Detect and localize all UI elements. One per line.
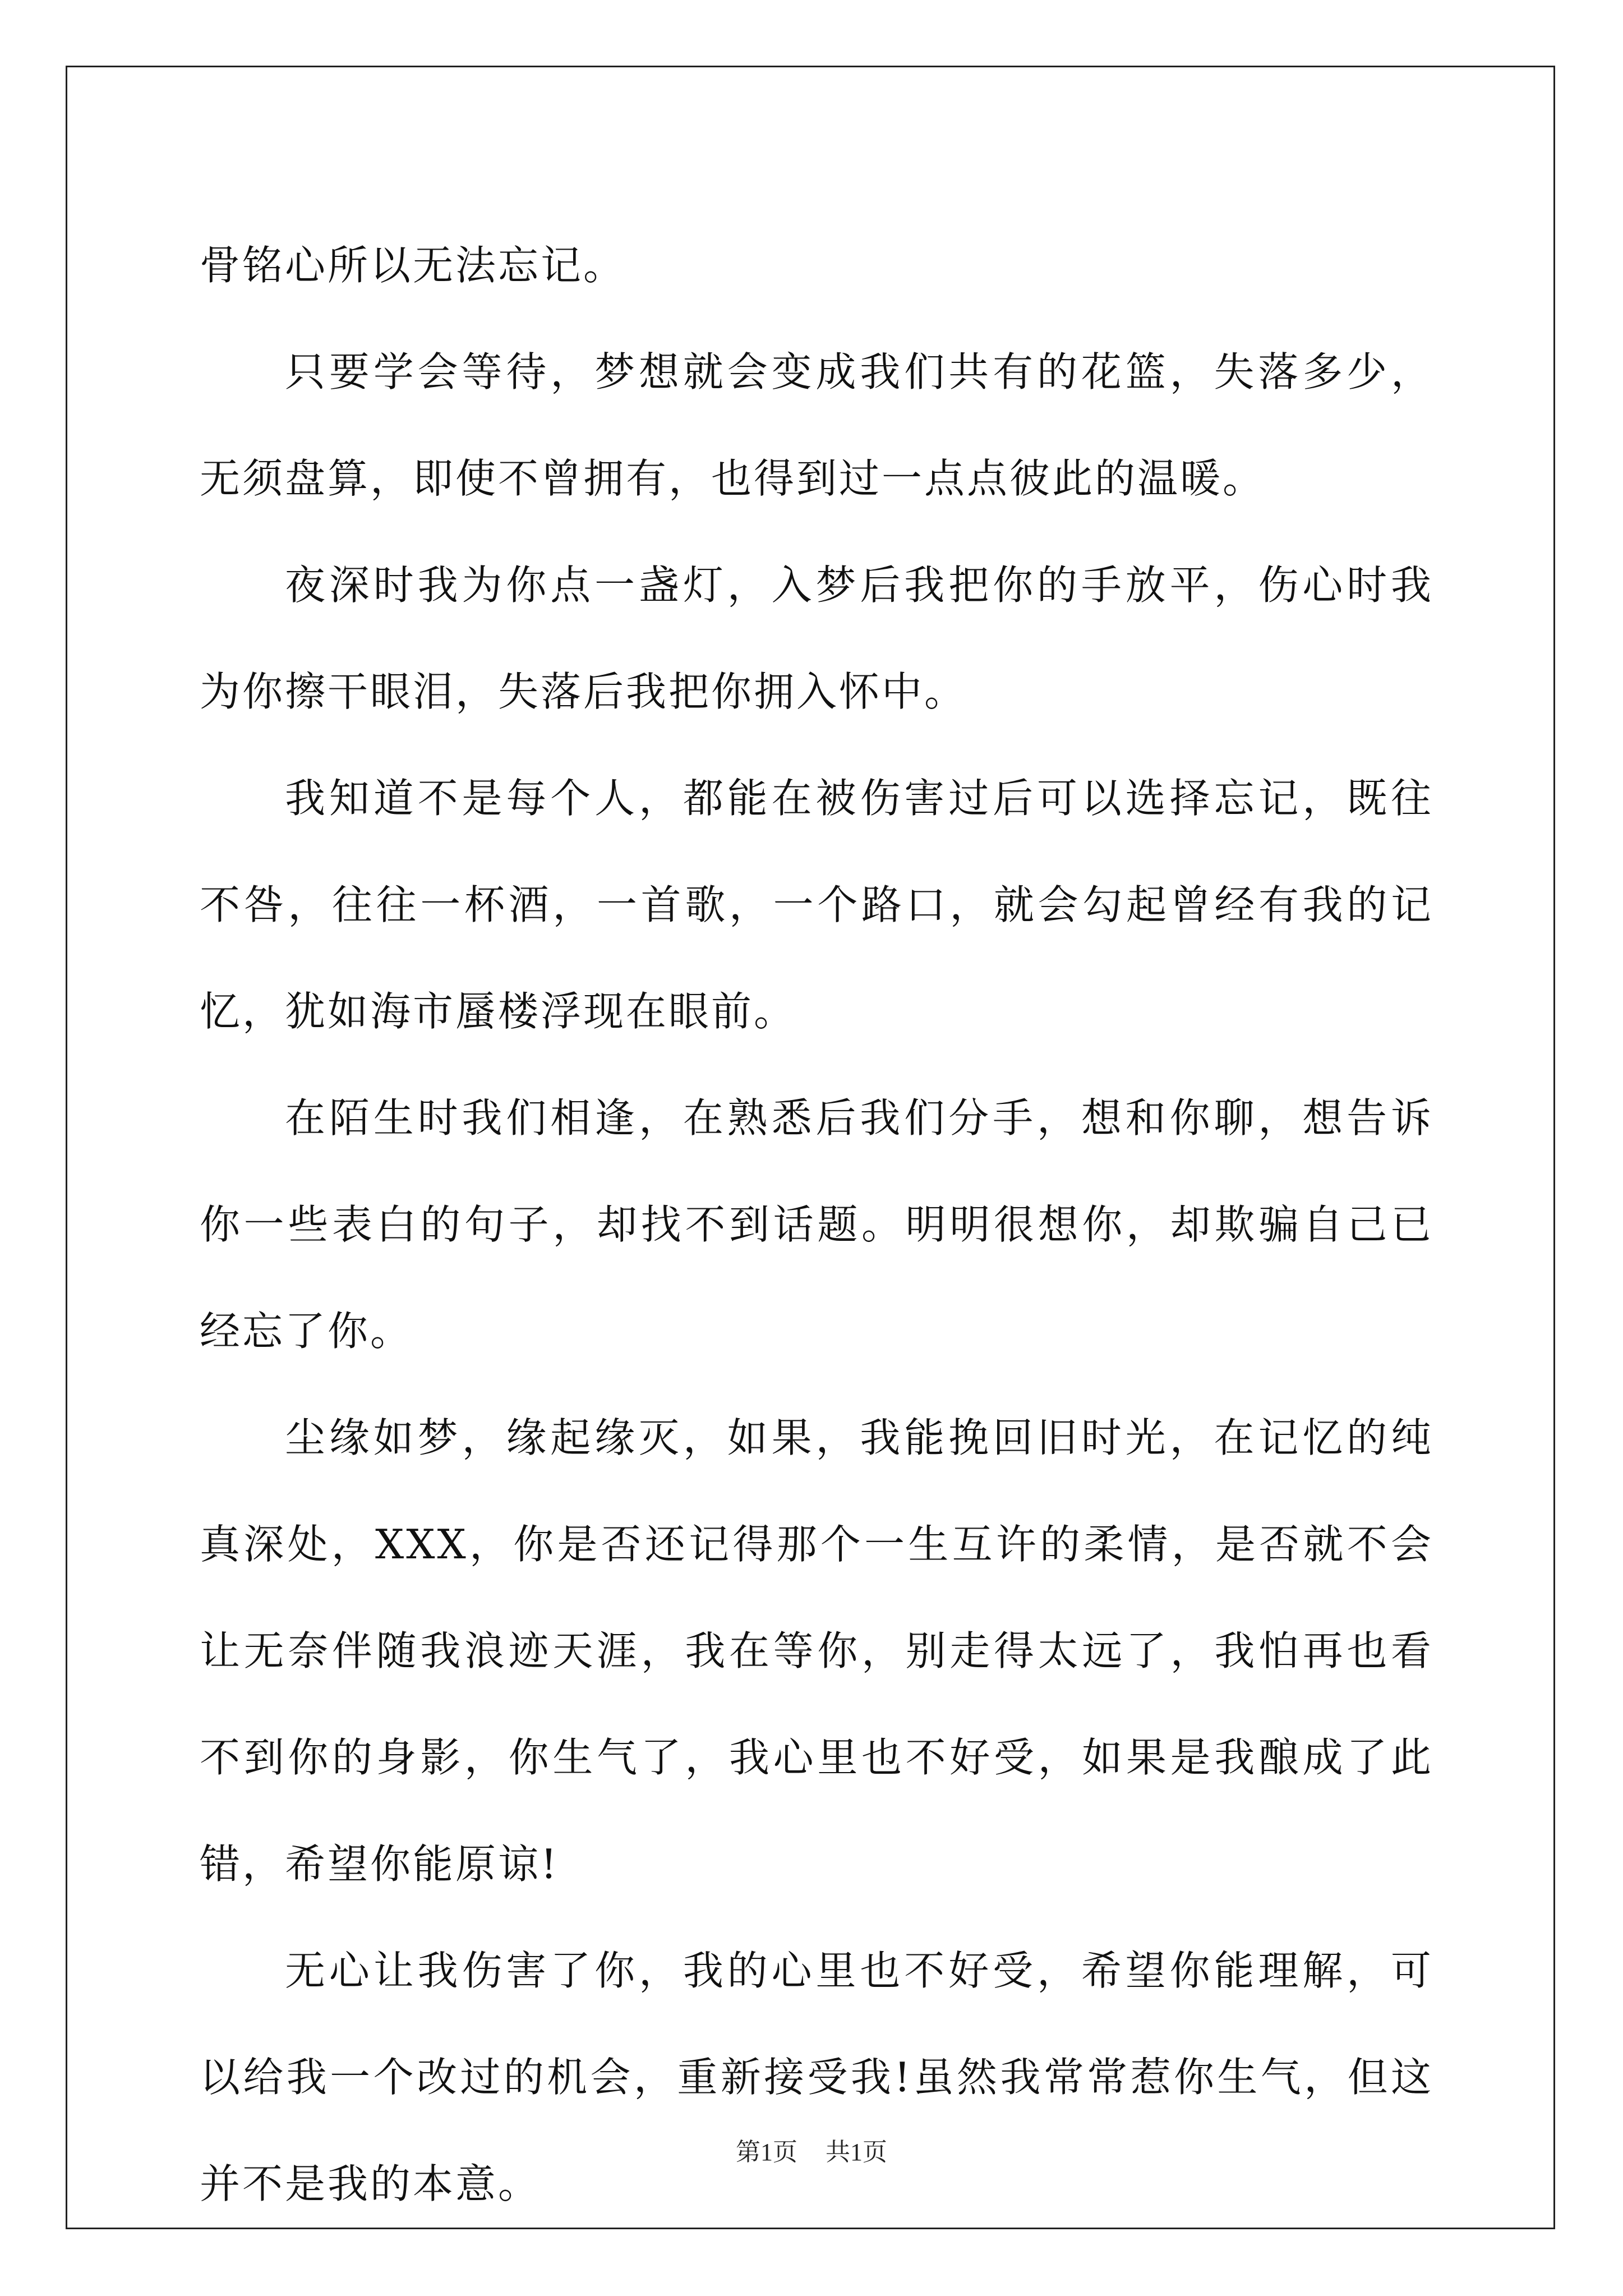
page-number: 第1页 [736,2138,797,2166]
paragraph-2: 只要学会等待，梦想就会变成我们共有的花篮，失落多少，无须盘算，即使不曾拥有，也得到过一点点彼此的温暖。 [200,348,1433,502]
paragraph-7: 无心让我伤害了你，我的心里也不好受，希望你能理解，可以给我一个改过的机会，重新接受我!虽然我常常惹你生气，但这并不是我的本意。 [200,1947,1433,2207]
page-footer [0,2132,1623,2168]
paragraph-4: 我知道不是每个人，都能在被伤害过后可以选择忘记，既往不咎，往往一杯酒，一首歌，一个路口，就会勾起曾经有我的记忆，犹如海市蜃楼浮现在眼前。 [200,775,1433,1035]
paragraph-5: 在陌生时我们相逢，在熟悉后我们分手，想和你聊，想告诉你一些表白的句子，却找不到话题。明明很想你，却欺骗自己已经忘了你。 [200,1094,1433,1355]
page-total: 共1页 [826,2138,887,2166]
paragraph-1: 骨铭心所以无法忘记。 [200,242,626,289]
paragraph-6: 尘缘如梦，缘起缘灭，如果，我能挽回旧时光，在记忆的纯真深处，XXX，你是否还记得那个一生互许的柔情，是否就不会让无奈伴随我浪迹天涯，我在等你，别走得太远了，我怕再也看不到你的身影，你生气了，我心里也不好受，如果是我酿成了此错，希望你能原谅! [200,1414,1433,1888]
paragraph-3: 夜深时我为你点一盏灯，入梦后我把你的手放平，伤心时我为你擦干眼泪，失落后我把你拥入怀中。 [200,562,1433,715]
document-body [200,212,1433,2237]
